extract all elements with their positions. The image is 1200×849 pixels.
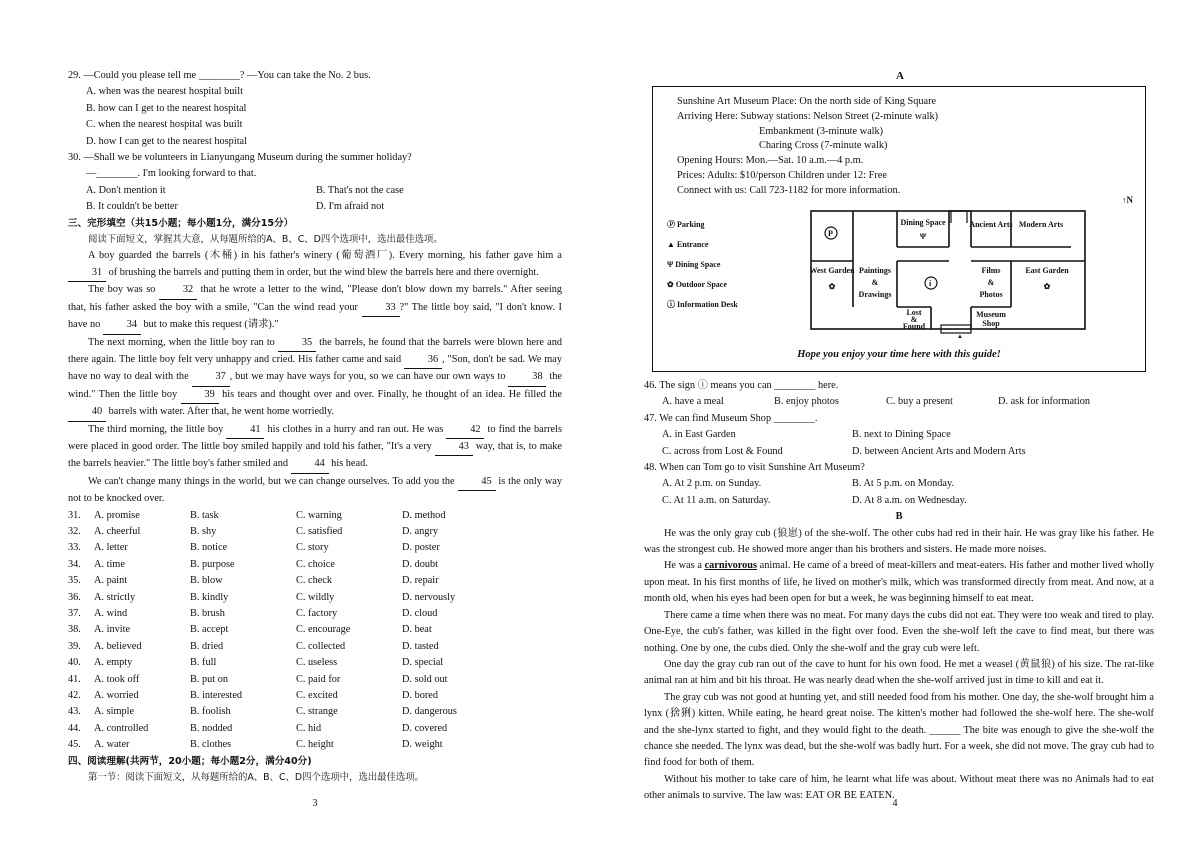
cloze-option: 42.	[68, 690, 81, 702]
cloze-option: B. put on	[190, 673, 229, 685]
room-ancient-arts: Ancient Arts	[969, 220, 1013, 229]
cloze-option: A. paint	[94, 575, 128, 587]
q47-options	[644, 427, 1154, 460]
cloze-option: A. strictly	[94, 591, 136, 603]
cloze-option: C. factory	[296, 608, 338, 619]
legend-entrance-label: Entrance	[676, 240, 709, 249]
section3-title: 三、完形填空（共15小题；每小题1分，满分15分）	[68, 217, 294, 229]
q48-option-a: A. At 2 p.m. on Sunday.	[662, 478, 762, 490]
q47-stem: 47. We can find Museum Shop ________.	[644, 412, 818, 424]
legend-entrance	[667, 235, 738, 255]
cloze-option: A. took off	[94, 673, 140, 685]
cloze-option: D. beat	[402, 624, 432, 636]
cloze-paragraph: The boy was so 32 that he wrote a letter to the wind, "Please don't blow down my barrels." After seeing that, his father asked the boy with a smile, "Can the wind read your 33 ?" The little boy said, "I don't know. I have no 34 but to make this request (请求)."	[68, 282, 562, 334]
cloze-option: 31.	[68, 509, 81, 521]
cloze-option: A. promise	[94, 509, 140, 521]
room-west-garden: West Garden	[809, 266, 855, 275]
q46-option-a: A. have a meal	[662, 396, 724, 408]
room-museum: Museum	[976, 310, 1006, 319]
cloze-option: B. kindly	[190, 591, 229, 603]
cloze-option: 38.	[68, 624, 81, 636]
room-paintings-amp: &	[871, 278, 879, 287]
cloze-option: D. repair	[402, 575, 439, 587]
heading-b: B	[895, 511, 903, 523]
info-charing: Charing Cross (7-minute walk)	[759, 140, 888, 152]
cloze-option-row	[68, 721, 562, 737]
room-paintings: Paintings	[858, 266, 892, 275]
west-garden-tree-icon: ✿	[828, 282, 836, 291]
cloze-blank: 35	[278, 335, 316, 352]
q47-option-d: D. between Ancient Arts and Modern Arts	[852, 445, 1026, 457]
cloze-option-row	[68, 606, 562, 622]
left-column	[68, 68, 562, 786]
q30-options	[68, 183, 562, 216]
cloze-blank: 36	[404, 352, 442, 369]
cloze-option: A. water	[94, 739, 130, 751]
legend-dining	[667, 255, 738, 275]
cloze-option-row	[68, 688, 562, 704]
q48-options	[644, 476, 1154, 509]
info-sign-icon: ⓘ	[697, 380, 708, 391]
entrance-marker: ▲	[957, 334, 963, 340]
cloze-blank: 31	[68, 265, 106, 282]
cloze-option: B. dried	[190, 640, 224, 652]
cloze-option: A. time	[94, 558, 125, 570]
section4-title: 四、阅读理解(共两节，20小题；每小题2分，满分40分)	[68, 755, 312, 767]
cloze-option: C. warning	[296, 509, 342, 521]
right-column	[644, 378, 1154, 805]
cloze-option: A. invite	[94, 624, 131, 636]
q30-stem2: —________. I'm looking forward to that.	[86, 168, 257, 180]
legend-outdoor	[667, 275, 738, 295]
b-paragraph-2-pre: He was a	[664, 560, 705, 572]
q46-options	[644, 394, 1154, 410]
cloze-passage	[68, 248, 562, 507]
cloze-option: B. foolish	[190, 706, 231, 718]
section3-instruction: 阅读下面短文，掌握其大意，从每题所给的A、B、C、D四个选项中，选出最佳选项。	[88, 234, 443, 246]
cloze-option: C. satisfied	[296, 525, 343, 537]
cloze-option: C. paid for	[296, 673, 341, 685]
cloze-option: B. shy	[190, 525, 217, 537]
parking-marker: P	[828, 229, 833, 238]
cloze-option: B. interested	[190, 690, 243, 702]
room-photos: Photos	[979, 290, 1003, 299]
cloze-blank: 32	[159, 282, 197, 299]
cloze-option: B. brush	[190, 608, 225, 619]
legend-dining-label: Dining Space	[675, 260, 721, 269]
cloze-option: B. clothes	[190, 739, 232, 751]
cloze-option: D. doubt	[402, 558, 439, 570]
b-paragraph-2-post: animal. He came of a breed of meat-killers and meat-eaters. His father and mother lived wholly upon meat. In his first months of life, he lived on mother's milk, which was transformed directly from meat. And now, at a month old, when his eyes had been open for but a week, he was beginning himself to eat meat.	[644, 560, 1154, 605]
info-prices: Prices: Adults: $10/person Children under 12: Free	[677, 169, 887, 181]
cloze-option: 41.	[68, 673, 81, 685]
q30-option-b: B. That's not the case	[316, 184, 404, 196]
cloze-option: A. controlled	[94, 722, 149, 734]
cloze-blank: 44	[291, 456, 329, 473]
info-arriving: Arriving Here: Subway stations: Nelson Street (2-minute walk)	[677, 110, 939, 122]
b-paragraph-6: Without his mother to take care of him, he learnt what life was about. Without meat there was no Animals had to eat other animals to survive. The law was: EAT OR BE EATEN.	[644, 773, 1154, 802]
q48-stem: 48. When can Tom go to visit Sunshine Art Museum?	[644, 462, 865, 474]
cloze-option: D. special	[402, 657, 444, 669]
q47-option-b: B. next to Dining Space	[852, 429, 951, 441]
info-embankment: Embankment (3-minute walk)	[759, 125, 884, 137]
q29-option-b: B. how can I get to the nearest hospital	[86, 102, 247, 114]
cloze-option: A. believed	[94, 640, 142, 652]
legend-info-label: Information Desk	[677, 300, 738, 309]
room-dining-space: Dining Space	[900, 218, 946, 227]
cloze-option: 39.	[68, 640, 81, 652]
north-arrow-icon: ↑N	[1122, 195, 1133, 205]
cloze-option: D. poster	[402, 542, 440, 554]
cloze-blank: 39	[181, 387, 219, 404]
cloze-option: 36.	[68, 591, 81, 603]
cloze-option: B. blow	[190, 575, 223, 587]
cloze-option: B. purpose	[190, 558, 235, 570]
cloze-option: C. encourage	[296, 624, 351, 636]
q46-option-d: D. ask for information	[998, 396, 1091, 408]
cloze-option: C. collected	[296, 640, 346, 652]
info-icon: ⓘ	[667, 300, 675, 309]
underlined-word: carnivorous	[704, 560, 758, 572]
cloze-option-row	[68, 622, 562, 638]
cloze-paragraph: A boy guarded the barrels (木桶) in his father's winery (葡萄酒厂). Every morning, his father gave him a 31 of brushing the barrels and putting them in order, but the wind blew the barrels here and there overnight.	[68, 248, 562, 282]
room-films-amp: &	[987, 278, 995, 287]
cloze-option: 34.	[68, 558, 81, 570]
map-legend	[667, 215, 738, 315]
cloze-option: A. letter	[94, 542, 128, 554]
cloze-option-row	[68, 540, 562, 556]
cloze-option: A. wind	[94, 608, 128, 619]
cloze-option: 32.	[68, 525, 81, 537]
cloze-option: C. story	[296, 542, 329, 554]
cloze-option-row	[68, 655, 562, 671]
room-drawings: Drawings	[858, 290, 892, 299]
room-lost-amp: &	[910, 315, 918, 324]
info-contact: Connect with us: Call 723-1182 for more information.	[677, 184, 901, 196]
cloze-option: B. full	[190, 657, 217, 669]
q46-stem-a: 46. The sign	[644, 380, 696, 391]
cloze-option: D. bored	[402, 690, 439, 702]
cloze-option: C. choice	[296, 558, 335, 570]
cloze-option: D. sold out	[402, 673, 448, 685]
cloze-option: A. worried	[94, 690, 139, 702]
museum-guide-box	[652, 86, 1146, 372]
info-desk-marker: i	[929, 279, 932, 288]
cloze-blank: 34	[103, 317, 141, 334]
cloze-option: B. task	[190, 509, 219, 521]
cloze-option: 43.	[68, 706, 81, 718]
cloze-option: B. notice	[190, 542, 228, 554]
q30-option-a: A. Don't mention it	[86, 184, 166, 196]
q48-option-b: B. At 5 p.m. on Monday.	[852, 478, 955, 490]
room-east-garden: East Garden	[1025, 266, 1069, 275]
b-paragraph-2	[644, 558, 1154, 607]
cloze-option: 45.	[68, 739, 81, 751]
cloze-option: A. simple	[94, 706, 135, 718]
cloze-option: D. dangerous	[402, 706, 457, 718]
room-modern-arts: Modern Arts	[1018, 220, 1064, 229]
b-paragraph-1: He was the only gray cub (狼崽) of the she-wolf. The other cubs had red in their hair. He was gray like his father. He was the strongest cub. He showed more anger than his brothers and sisters. He made more noises.	[644, 527, 1154, 556]
q48-option-d: D. At 8 a.m. on Wednesday.	[852, 494, 967, 506]
cloze-option: D. weight	[402, 739, 443, 751]
cloze-blank: 38	[508, 369, 546, 386]
cloze-blank: 41	[226, 422, 264, 439]
q29-stem: 29. —Could you please tell me ________? —You can take the No. 2 bus.	[68, 70, 371, 81]
q46-option-c: C. buy a present	[886, 396, 953, 408]
cloze-option: C. check	[296, 575, 333, 587]
cloze-option: D. cloud	[402, 608, 438, 619]
cloze-option-row	[68, 557, 562, 573]
cloze-option-row	[68, 737, 562, 753]
info-place: Sunshine Art Museum Place: On the north side of King Square	[677, 96, 937, 107]
cloze-option: B. accept	[190, 624, 229, 636]
q29-option-a: A. when was the nearest hospital built	[86, 86, 243, 98]
cloze-option: B. nodded	[190, 722, 233, 734]
cloze-option-row	[68, 639, 562, 655]
page-number-left: 3	[312, 798, 318, 809]
cloze-option-row	[68, 508, 562, 524]
cloze-option: C. useless	[296, 657, 338, 669]
legend-parking	[667, 215, 738, 235]
museum-floor-plan	[801, 207, 1101, 347]
q29-option-d: D. how I can get to the nearest hospital	[86, 135, 247, 147]
heading-a: A	[896, 70, 904, 82]
tree-icon: ✿	[667, 280, 674, 289]
info-hours: Opening Hours: Mon.—Sat. 10 a.m.—4 p.m.	[677, 155, 864, 167]
q47-option-a: A. in East Garden	[662, 429, 736, 441]
museum-info	[677, 95, 938, 199]
room-found: Found	[902, 322, 926, 331]
cloze-option-row	[68, 672, 562, 688]
b-paragraph-3: There came a time when there was no meat. For many days the cubs did not eat. They were too weak and tired to play. One-Eye, the cub's father, was killed in the fight over food. Even the she-wolf left the cave to find meat, but there was nothing. One by one, the cubs died. Only the she-wolf and the gray cub were left.	[644, 609, 1154, 654]
cloze-option: 37.	[68, 608, 81, 619]
cloze-option: 35.	[68, 575, 81, 587]
entrance-icon: ▲	[667, 240, 675, 249]
q48-option-c: C. At 11 a.m. on Saturday.	[662, 494, 771, 506]
room-films: Films	[981, 266, 1001, 275]
cloze-blank: 45	[458, 474, 496, 491]
cloze-paragraph: The third morning, the little boy 41 his clothes in a hurry and ran out. He was 42 to find the barrels were placed in good order. The little boy smiled happily and told his father, "It's a very 43 way, that is, to make the barrels heavier." The little boy's father smiled and 44 his head.	[68, 422, 562, 474]
cloze-option: 33.	[68, 542, 81, 554]
cloze-option: C. wildly	[296, 591, 335, 603]
cloze-option-row	[68, 524, 562, 540]
q30-option-c: B. It couldn't be better	[86, 201, 178, 213]
cloze-option: A. cheerful	[94, 525, 141, 537]
cloze-blank: 33	[362, 300, 400, 317]
guide-caption: Hope you enjoy your time here with this guide!	[797, 349, 1001, 360]
cloze-option-row	[68, 590, 562, 606]
legend-outdoor-label: Outdoor Space	[675, 280, 727, 289]
cloze-option: D. nervously	[402, 591, 456, 603]
cloze-option: 44.	[68, 722, 81, 734]
north-label: N	[1126, 195, 1133, 205]
q46-option-b: B. enjoy photos	[774, 396, 839, 408]
cloze-option-row	[68, 573, 562, 589]
cloze-option-row	[68, 704, 562, 720]
q47-option-c: C. across from Lost & Found	[662, 445, 783, 457]
cloze-option: A. empty	[94, 657, 133, 669]
cloze-option: D. covered	[402, 722, 448, 734]
cloze-paragraph: We can't change many things in the world, but we can change ourselves. To add you the 45 is the only way not to be knocked over.	[68, 475, 562, 505]
cloze-option: D. angry	[402, 525, 439, 537]
cloze-option: C. strange	[296, 706, 338, 718]
cloze-blank: 40	[68, 404, 106, 421]
q30-option-d: D. I'm afraid not	[316, 201, 385, 213]
cloze-blank: 42	[446, 422, 484, 439]
fork-knife-icon: Ψ	[667, 260, 674, 269]
right-page	[600, 0, 1200, 849]
section4-instruction: 第一节：阅读下面短文，从每题所给的A、B、C、D四个选项中，选出最佳选项。	[88, 772, 424, 784]
cloze-options	[68, 508, 562, 754]
cloze-paragraph: The next morning, when the little boy ran to 35 the barrels, he found that the barrels were blown here and there again. The little boy felt very unhappy and cried. His father came and said 36 , "Son, don't be sad. We may have no way to deal with the 37 , but we may have ways for you, so we can have our own ways to 38 the wind." Then the little boy 39 his tears and thought over and over. Finally, he thought of an idea. He filled the 40 barrels with water. After that, he went home worriedly.	[68, 335, 562, 422]
page-number-right: 4	[892, 798, 898, 809]
q46-stem-b: means you can ________ here.	[710, 380, 839, 391]
cloze-option: C. hid	[296, 722, 322, 734]
legend-parking-label: Parking	[677, 220, 705, 229]
cloze-option: C. height	[296, 739, 334, 751]
b-paragraph-5: The gray cub was not good at hunting yet, and still needed food from his mother. One day, the she-wolf brought him a lynx (猞猁) kitten. While eating, he heard great noise. The kitten's mother had followed the she-wolf here. The she-wolf and the she-lynx started to fight, and they would fight to the death. ______ The bite was enough to give the she-wolf the chance she needed. The lynx was dead, but the she-wolf was badly hurt. For a week, she did not move. The gray cub had to find food for both of them.	[644, 691, 1154, 769]
b-paragraph-4: One day the gray cub ran out of the cave to hunt for his own food. He met a weasel (黄鼠狼) of his size. The rat-like animal ran at him and bit his throat. He was nearly dead when the she-wolf arrived just in time to kill and eat it.	[644, 658, 1154, 687]
cloze-option: 40.	[68, 657, 81, 669]
parking-icon: Ⓟ	[667, 220, 675, 229]
cloze-option: D. tasted	[402, 640, 439, 652]
dining-fork-icon: Ψ	[919, 232, 927, 241]
q46-stem	[644, 378, 1154, 394]
room-lost: Lost	[906, 308, 922, 317]
q29-option-c: C. when the nearest hospital was built	[86, 119, 243, 131]
cloze-blank: 37	[192, 369, 230, 386]
q30-stem: 30. —Shall we be volunteers in Lianyungang Museum during the summer holiday?	[68, 152, 412, 164]
cloze-blank: 43	[435, 439, 473, 456]
legend-info	[667, 295, 738, 315]
room-shop: Shop	[982, 319, 1000, 328]
cloze-option: D. method	[402, 509, 446, 521]
east-garden-tree-icon: ✿	[1043, 282, 1051, 291]
cloze-option: C. excited	[296, 690, 338, 702]
